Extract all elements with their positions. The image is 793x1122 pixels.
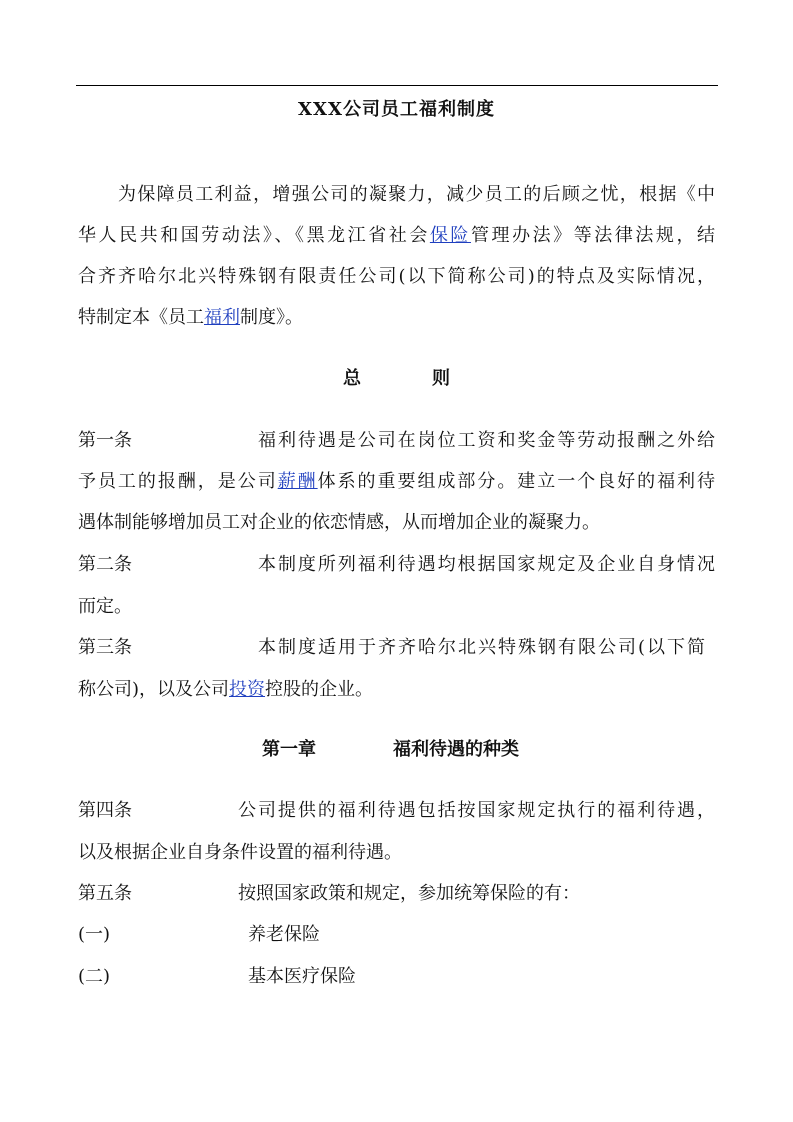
article-4-line-2: 以及根据企业自身条件设置的福利待遇。 [78,842,402,863]
article-2-line-2: 而定。 [78,596,132,617]
article-3-label: 第三条 [78,637,132,658]
article-3-line-1: 本制度适用于齐齐哈尔北兴特殊钢有限公司(以下简 [258,637,705,658]
article-1-line-1: 福利待遇是公司在岗位工资和奖金等劳动报酬之外给 [258,430,715,451]
welfare-link[interactable]: 福利 [204,307,240,328]
article-4-line-1: 公司提供的福利待遇包括按国家规定执行的福利待遇， [238,800,715,821]
insurance-link[interactable]: 保险 [429,225,471,246]
article-3-line-2 [78,675,373,701]
article-4-label: 第四条 [78,800,132,821]
item-1-label: (一) [78,924,111,945]
item-1-text: 养老保险 [248,924,320,945]
article-text: 称公司)，以及公司 [78,679,230,700]
intro-line-3: 合齐齐哈尔北兴特殊钢有限责任公司(以下简称公司)的特点及实际情况， [78,266,715,287]
salary-link[interactable]: 薪酬 [277,471,318,492]
article-text: 体系的重要组成部分。建立一个良好的福利待 [317,471,716,492]
item-2-text: 基本医疗保险 [248,966,356,987]
document-title: XXX公司员工福利制度 [298,99,495,120]
investment-link[interactable]: 投资 [229,679,266,700]
article-text: 控股的企业。 [265,679,374,700]
article-1-label: 第一条 [78,430,132,451]
intro-text: 管理办法》等法律法规，结 [470,225,716,246]
article-1-line-3: 遇体制能够增加员工对企业的依恋情感，从而增加企业的凝聚力。 [78,512,600,533]
intro-text: 特制定本《员工 [78,307,204,328]
item-2-label: (二) [78,966,111,987]
chapter-1-number: 第一章 [262,739,316,760]
article-2-line-1: 本制度所列福利待遇均根据国家规定及企业自身情况 [258,554,715,575]
header-rule [76,85,718,86]
intro-line-2 [78,221,715,247]
section-general-right: 则 [432,368,450,389]
intro-line-1: 为保障员工利益，增强公司的凝聚力，减少员工的后顾之忧，根据《中 [118,184,715,205]
intro-text: 华人民共和国劳动法》、《黑龙江省社会 [78,225,430,246]
article-5-line-1: 按照国家政策和规定，参加统筹保险的有： [238,883,580,904]
chapter-1-title: 福利待遇的种类 [393,739,519,760]
article-text: 予员工的报酬，是公司 [78,471,278,492]
intro-line-4 [78,303,303,329]
article-5-label: 第五条 [78,883,132,904]
section-general-left: 总 [343,368,361,389]
article-1-line-2 [78,467,715,493]
article-2-label: 第二条 [78,554,132,575]
intro-text: 制度》。 [240,307,303,328]
